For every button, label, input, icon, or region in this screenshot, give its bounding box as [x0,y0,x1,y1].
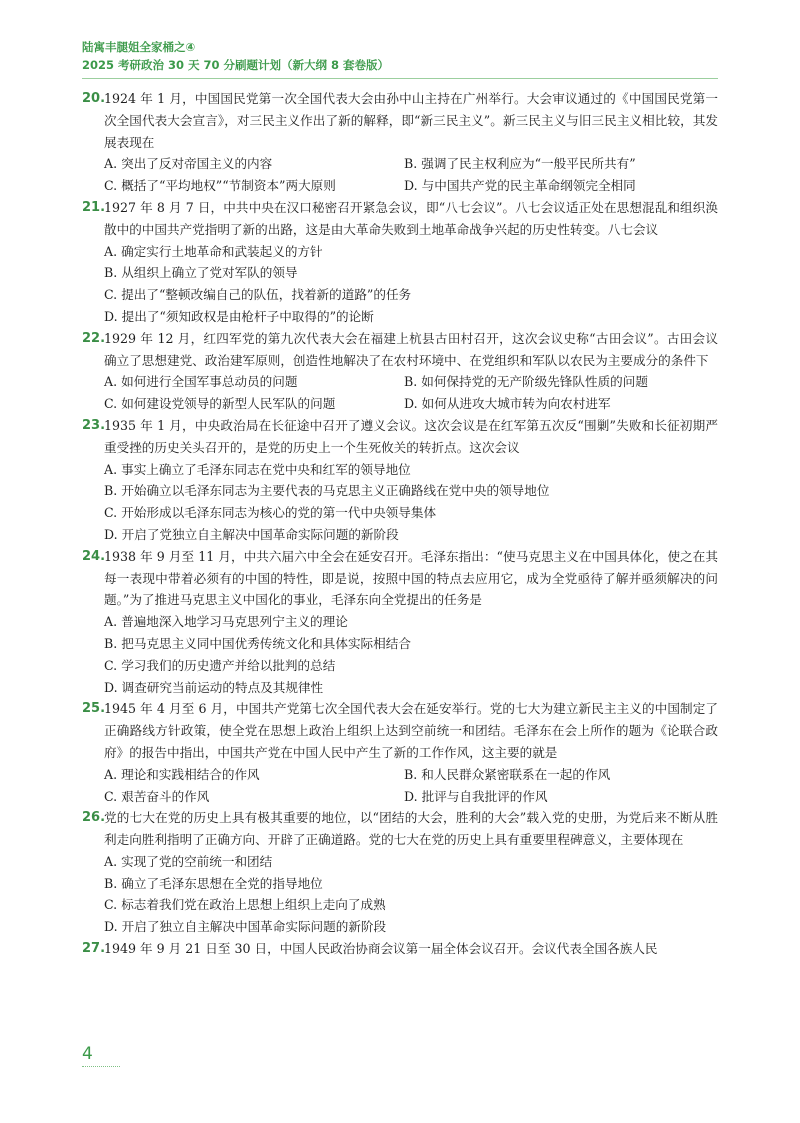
question-stem: 1929 年 12 月，红四军党的第九次代表大会在福建上杭县古田村召开，这次会议史称“古田会议”。古田会议确立了思想建党、政治建军原则，创造性地解决了在农村环境中、在党组织和军队以农民为主要成分的条件下 [104,330,718,368]
question-27 [82,938,718,960]
option-c: C. 学习我们的历史遗产并给以批判的总结 [104,657,336,673]
option-d: D. 调查研究当前运动的特点及其规律性 [104,679,324,695]
option-d: D. 提出了“须知政权是由枪杆子中取得的”的论断 [104,308,374,324]
page-number: 4 [82,1044,93,1064]
option-d: D. 批评与自我批评的作风 [404,788,548,804]
option-b: B. 把马克思主义同中国优秀传统文化和具体实际相结合 [104,635,411,651]
question-number: 27. [82,941,106,957]
option-d: D. 如何从进攻大城市转为向农村进军 [404,396,611,412]
option-c: C. 艰苦奋斗的作风 [104,788,210,804]
question-26 [82,807,718,938]
question-21 [82,197,718,328]
question-number: 20. [82,91,106,106]
question-23 [82,415,718,546]
question-list [82,88,718,960]
option-b: B. 和人民群众紧密联系在一起的作风 [404,766,611,782]
header-book-title: 2025 考研政治 30 天 70 分刷题计划（新大纲 8 套卷版） [82,58,390,72]
question-stem: 1924 年 1 月，中国国民党第一次全国代表大会由孙中山主持在广州举行。大会审议通过的《中国国民党第一次全国代表大会宣言》，对三民主义作出了新的解释，即“新三民主义”。新三民主义与旧三民主义相比较，其发展表现在 [104,91,718,150]
question-stem: 1938 年 9 月至 11 月，中共六届六中全会在延安召开。毛泽东指出：“使马克思主义在中国具体化，使之在其每一表现中带着必须有的中国的特性，即是说，按照中国的特点去应用它，成为全党亟待了解并亟须解决的问题。”为了推进马克思主义中国化的事业，毛泽东向全党提出的任务是 [104,548,718,608]
option-a: A. 突出了反对帝国主义的内容 [104,156,273,172]
footer-divider [82,1066,120,1067]
option-c: C. 概括了“平均地权”“节制资本”两大原则 [104,178,336,194]
header-divider [82,78,718,79]
option-c: C. 提出了“整顿改编自己的队伍，找着新的道路”的任务 [104,287,412,303]
option-b: B. 确立了毛泽东思想在全党的指导地位 [104,875,323,891]
question-stem: 1945 年 4 月至 6 月，中国共产党第七次全国代表大会在延安举行。党的七大为建立新民主主义的中国制定了正确路线方针政策，使全党在思想上政治上组织上达到空前统一和团结。毛泽东在会上所作的题为《论联合政府》的报告中指出，中国共产党在中国人民中产生了新的工作作风，这主要的就是 [104,701,718,760]
option-b: B. 如何保持党的无产阶级先锋队性质的问题 [404,374,648,390]
option-c: C. 如何建设党领导的新型人民军队的问题 [104,396,336,412]
option-a: A. 事实上确立了毛泽东同志在党中央和红军的领导地位 [104,461,411,477]
question-20 [82,88,718,197]
question-number: 22. [82,330,106,346]
question-number: 21. [82,199,106,215]
question-stem: 1935 年 1 月，中央政治局在长征途中召开了遵义会议。这次会议是在红军第五次反“围剿”失败和长征初期严重受挫的历史关头召开的，是党的历史上一个生死攸关的转折点。这次会议 [104,417,718,455]
option-a: A. 实现了党的空前统一和团结 [104,853,273,869]
question-number: 26. [82,810,106,826]
option-a: A. 如何进行全国军事总动员的问题 [104,374,298,390]
question-25 [82,698,718,807]
question-stem: 党的七大在党的历史上具有极其重要的地位，以“团结的大会，胜利的大会”载入党的史册，为党后来不断从胜利走向胜利指明了正确方向、开辟了正确道路。党的七大在党的历史上具有重要里程碑意义，主要体现在 [104,810,718,848]
option-a: A. 理论和实践相结合的作风 [104,766,260,782]
option-d: D. 开启了党独立自主解决中国革命实际问题的新阶段 [104,526,399,542]
question-22 [82,328,718,415]
question-stem: 1927 年 8 月 7 日，中共中央在汉口秘密召开紧急会议，即“八七会议”。八七会议适正处在思想混乱和组织涣散中的中国共产党指明了新的出路，这是由大革命失败到土地革命战争兴起的历史性转变。八七会议 [104,199,718,237]
option-a: A. 确定实行土地革命和武装起义的方针 [104,243,323,259]
option-b: B. 强调了民主权利应为“一般平民所共有” [404,156,636,172]
question-number: 25. [82,701,106,717]
running-header [82,38,389,74]
question-24 [82,546,718,699]
option-b: B. 从组织上确立了党对军队的领导 [104,265,298,281]
header-series-title: 陆寓丰腿姐全家桶之④ [82,40,196,54]
option-c: C. 标志着我们党在政治上思想上组织上走向了成熟 [104,897,386,913]
question-number: 24. [82,548,106,564]
question-number: 23. [82,417,106,433]
option-c: C. 开始形成以毛泽东同志为核心的党的第一代中央领导集体 [104,505,437,521]
option-d: D. 与中国共产党的民主革命纲领完全相同 [404,178,636,194]
option-b: B. 开始确立以毛泽东同志为主要代表的马克思主义正确路线在党中央的领导地位 [104,483,550,499]
question-stem: 1949 年 9 月 21 日至 30 日，中国人民政治协商会议第一届全体会议召开。会议代表全国各族人民 [104,941,658,957]
option-a: A. 普遍地深入地学习马克思列宁主义的理论 [104,614,348,630]
option-d: D. 开启了独立自主解决中国革命实际问题的新阶段 [104,919,387,935]
